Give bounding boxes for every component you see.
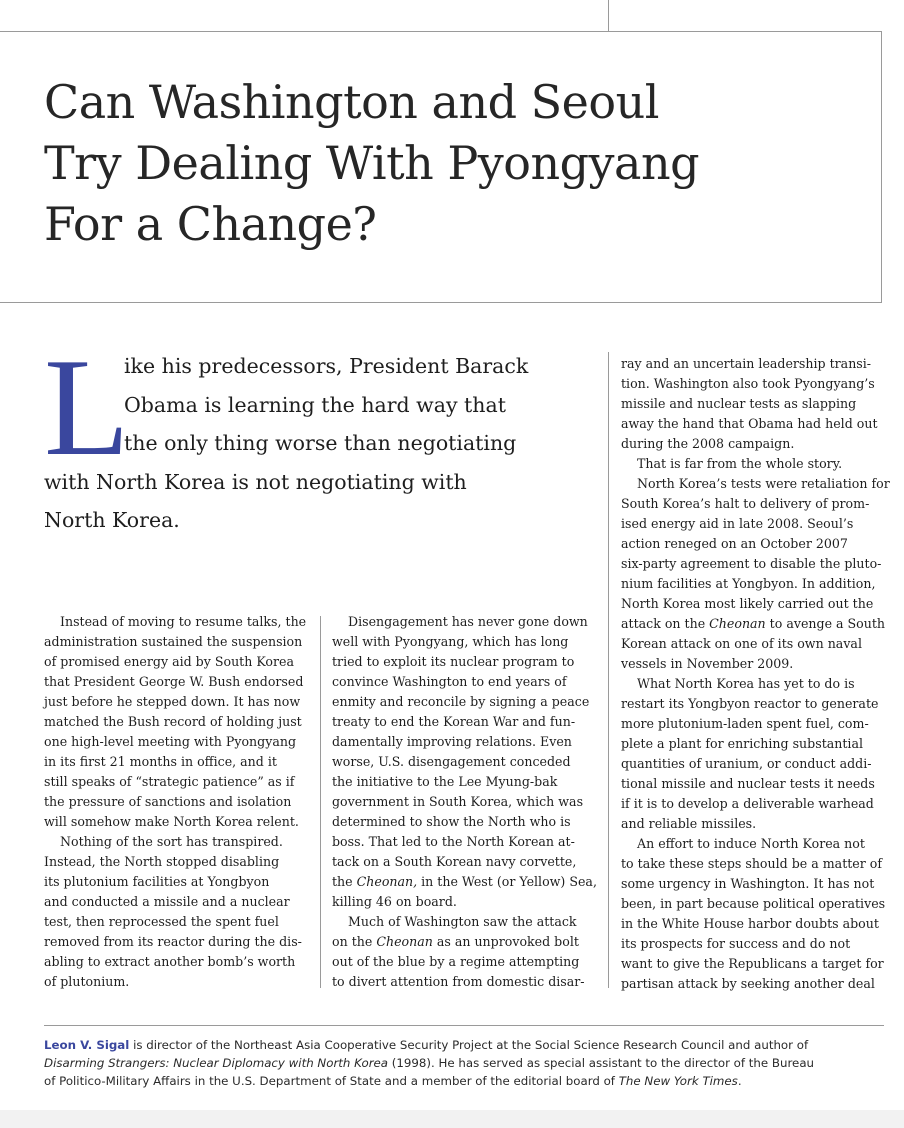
text-line: Instead of moving to resume talks, the bbox=[60, 614, 307, 629]
text-line: one high-level meeting with Pyongyang bbox=[44, 734, 297, 749]
text-line: government in South Korea, which was bbox=[332, 794, 584, 809]
text-line: been, in part because political operatives bbox=[621, 896, 886, 911]
text-line: ray and an uncertain leadership transi- bbox=[621, 356, 872, 371]
text-line: more plutonium-laden spent fuel, com- bbox=[621, 716, 869, 731]
text-line: nium facilities at Yongbyon. In addition, bbox=[621, 576, 876, 591]
title-line: Try Dealing With Pyongyang bbox=[44, 136, 700, 190]
text-line: removed from its reactor during the dis- bbox=[44, 934, 302, 949]
text-line: North Korea most likely carried out the bbox=[621, 596, 874, 611]
text-line: North Korea’s tests were retaliation for bbox=[637, 476, 890, 491]
top-rule bbox=[608, 0, 609, 31]
author-bio bbox=[44, 1036, 894, 1090]
text-line: to divert attention from domestic disar- bbox=[332, 974, 585, 989]
text-run: attack on the bbox=[621, 616, 710, 631]
text-line: want to give the Republicans a target for bbox=[621, 956, 884, 971]
text-line: action reneged on an October 2007 bbox=[621, 536, 848, 551]
drop-cap: L bbox=[44, 330, 130, 485]
text-line: tack on a South Korean navy corvette, bbox=[332, 854, 577, 869]
ship-name: Cheonan, bbox=[356, 874, 418, 889]
column-divider bbox=[320, 616, 321, 988]
text-line: plete a plant for enriching substantial bbox=[621, 736, 863, 751]
text-line: quantities of uranium, or conduct addi- bbox=[621, 756, 872, 771]
text-line: and conducted a missile and a nuclear bbox=[44, 894, 290, 909]
text-line: abling to extract another bomb’s worth bbox=[44, 954, 296, 969]
text-line: test, then reprocessed the spent fuel bbox=[44, 914, 279, 929]
text-run: as an unprovoked bolt bbox=[432, 934, 579, 949]
text-line: out of the blue by a regime attempting bbox=[332, 954, 580, 969]
text-line: to take these steps should be a matter of bbox=[621, 856, 883, 871]
book-title: Disarming Strangers: Nuclear Diplomacy with North Korea bbox=[44, 1056, 389, 1070]
text-line: in its first 21 months in office, and it bbox=[44, 754, 277, 769]
text-line: Instead, the North stopped disabling bbox=[44, 854, 280, 869]
ship-name: Cheonan bbox=[376, 934, 433, 949]
text-line: the pressure of sanctions and isolation bbox=[44, 794, 292, 809]
text-line: of plutonium. bbox=[44, 974, 130, 989]
text-line: away the hand that Obama had held out bbox=[621, 416, 878, 431]
newspaper-title: The New York Times bbox=[618, 1074, 738, 1088]
text-line bbox=[332, 872, 602, 892]
lede-line: the only thing worse than negotiating bbox=[124, 431, 517, 455]
text-line: tional missile and nuclear tests it needs bbox=[621, 776, 875, 791]
text-line: will somehow make North Korea relent. bbox=[44, 814, 299, 829]
bio-line bbox=[44, 1036, 894, 1054]
text-line: restart its Yongbyon reactor to generate bbox=[621, 696, 879, 711]
text-line: during the 2008 campaign. bbox=[621, 436, 795, 451]
text-line: ised energy aid in late 2008. Seoul’s bbox=[621, 516, 854, 531]
text-line: damentally improving relations. Even bbox=[332, 734, 572, 749]
text-line: some urgency in Washington. It has not bbox=[621, 876, 875, 891]
lede-line: with North Korea is not negotiating with bbox=[44, 469, 467, 494]
author-name: Leon V. Sigal bbox=[44, 1038, 130, 1052]
text-line: in the White House harbor doubts about bbox=[621, 916, 879, 931]
text-run: . bbox=[737, 1074, 742, 1088]
footer-rule bbox=[44, 1025, 884, 1026]
text-run: to avenge a South bbox=[765, 616, 886, 631]
ship-name: Cheonan bbox=[709, 616, 766, 631]
bio-line bbox=[44, 1054, 894, 1072]
text-line: the initiative to the Lee Myung-bak bbox=[332, 774, 558, 789]
text-line: its prospects for success and do not bbox=[621, 936, 851, 951]
body-column-3 bbox=[621, 354, 889, 994]
text-line: that President George W. Bush endorsed bbox=[44, 674, 304, 689]
text-line bbox=[621, 614, 889, 634]
text-line: That is far from the whole story. bbox=[637, 456, 843, 471]
text-line: vessels in November 2009. bbox=[621, 656, 794, 671]
text-line: still speaks of “strategic patience” as if bbox=[44, 774, 295, 789]
text-line: tion. Washington also took Pyongyang’s bbox=[621, 376, 875, 391]
text-run: on the bbox=[332, 934, 377, 949]
text-line: determined to show the North who is bbox=[332, 814, 571, 829]
text-line: enmity and reconcile by signing a peace bbox=[332, 694, 590, 709]
text-line: killing 46 on board. bbox=[332, 894, 457, 909]
lede-line: ike his predecessors, President Barack bbox=[124, 354, 529, 378]
text-line: its plutonium facilities at Yongbyon bbox=[44, 874, 270, 889]
text-run: of Politico-Military Affairs in the U.S. Department of State and a member of the editorial board of bbox=[44, 1074, 619, 1088]
text-line: South Korea’s halt to delivery of prom- bbox=[621, 496, 870, 511]
text-line: convince Washington to end years of bbox=[332, 674, 567, 689]
text-line: worse, U.S. disengagement conceded bbox=[332, 754, 571, 769]
body-column-2 bbox=[332, 612, 602, 992]
page-bottom-band bbox=[0, 1110, 904, 1128]
text-line: and reliable missiles. bbox=[621, 816, 757, 831]
text-line: just before he stepped down. It has now bbox=[44, 694, 301, 709]
text-line: well with Pyongyang, which has long bbox=[332, 634, 569, 649]
text-line: administration sustained the suspension bbox=[44, 634, 303, 649]
text-line: Disengagement has never gone down bbox=[348, 614, 588, 629]
text-line: missile and nuclear tests as slapping bbox=[621, 396, 857, 411]
lede-line: North Korea. bbox=[44, 508, 180, 532]
text-line: matched the Bush record of holding just bbox=[44, 714, 302, 729]
lede-paragraph bbox=[44, 347, 604, 540]
text-line bbox=[332, 932, 602, 952]
text-line: An effort to induce North Korea not bbox=[637, 836, 865, 851]
text-line: boss. That led to the North Korean at- bbox=[332, 834, 575, 849]
bio-line bbox=[44, 1072, 894, 1090]
title-line: Can Washington and Seoul bbox=[44, 75, 659, 129]
text-line: What North Korea has yet to do is bbox=[637, 676, 855, 691]
text-line: Korean attack on one of its own naval bbox=[621, 636, 862, 651]
text-line: Much of Washington saw the attack bbox=[348, 914, 577, 929]
text-run: (1998). He has served as special assistant to the director of the Bureau bbox=[388, 1056, 815, 1070]
text-line: treaty to end the Korean War and fun- bbox=[332, 714, 576, 729]
title-line: For a Change? bbox=[44, 197, 377, 251]
text-line: partisan attack by seeking another deal bbox=[621, 976, 875, 991]
text-line: Nothing of the sort has transpired. bbox=[60, 834, 283, 849]
text-run: in the West (or Yellow) Sea, bbox=[417, 874, 597, 889]
text-line: six-party agreement to disable the pluto- bbox=[621, 556, 882, 571]
column-divider bbox=[608, 352, 609, 988]
body-column-1 bbox=[44, 612, 312, 992]
text-run: is director of the Northeast Asia Cooperative Security Project at the Social Science Research Council and author of bbox=[129, 1038, 809, 1052]
text-line: tried to exploit its nuclear program to bbox=[332, 654, 575, 669]
text-line: if it is to develop a deliverable warhead bbox=[621, 796, 874, 811]
text-line: of promised energy aid by South Korea bbox=[44, 654, 294, 669]
article-title bbox=[44, 72, 864, 255]
text-run: the bbox=[332, 874, 357, 889]
lede-line: Obama is learning the hard way that bbox=[124, 392, 506, 417]
